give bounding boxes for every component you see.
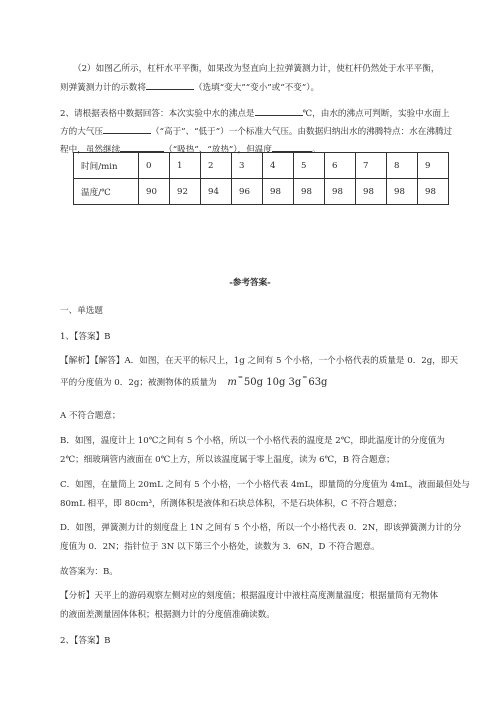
table-cell: 8	[387, 153, 418, 179]
final-answer: 故答案为：B。	[60, 567, 118, 577]
q2-line2-a: 方的大气压	[60, 127, 103, 137]
table-cell: 98	[387, 179, 418, 205]
table-cell: 92	[170, 179, 201, 205]
formula-m: m	[227, 377, 237, 388]
temperature-blank[interactable]	[272, 142, 312, 152]
option-c-line-2: 80mL 相平，即 80cm³，所测体积是液体和石块总体积，不是石块体积，C 不符合题意；	[60, 499, 402, 509]
formula-result: 63g	[308, 377, 328, 388]
table-header-time: 时间/min	[74, 153, 139, 179]
analysis-line-2-text: 平的分度值为 0．2g；被测物体的质量为	[60, 378, 217, 388]
option-d-line-1: D．如图，弹簧测力计的刻度盘上 1N 之间有 5 个小格，所以一个小格代表 0．2N，即该弹簧测力计的分	[60, 523, 462, 533]
table-cell: 1	[170, 153, 201, 179]
option-c-line-1: C．如图，在量筒上 20mL 之间有 5 个小格，一个小格代表 4mL，即量筒的分度值为 4mL，液面最但处与	[60, 480, 470, 490]
q2-line1-b: ℃，由水的沸点可判断，实验中水面上	[302, 109, 450, 119]
table-cell: 9	[418, 153, 449, 179]
table-cell: 98	[418, 179, 449, 205]
formula-terms: 50g 10g 3g	[243, 377, 302, 388]
table-row-temperature	[74, 179, 449, 205]
table-header-temperature: 温度/℃	[74, 179, 139, 205]
option-b-line-1: B．如图，温度计上 10℃之间有 5 个小格，所以一个小格代表的温度是 2℃，即此温度计的分度值为	[60, 436, 445, 446]
table-cell: 98	[294, 179, 325, 205]
table-cell: 7	[356, 153, 387, 179]
question-2-text-line-2	[60, 124, 452, 137]
analysis-line-1: 【解析】【解答】A．如图，在天平的标尺上，1g 之间有 5 个小格，一个小格代表的质量是 0．2g，即天	[60, 356, 459, 366]
table-cell: 98	[356, 179, 387, 205]
table-row-time	[74, 153, 449, 179]
heat-blank[interactable]	[120, 142, 164, 152]
table-cell: 0	[139, 153, 170, 179]
question-2-line-2-options: （选填“变大”“变小”或“不变”）。	[193, 83, 320, 93]
analysis-summary-line-2: 的液面差测量固体体积；根据测力计的分度值准确读数。	[60, 610, 275, 620]
table-cell: 90	[139, 179, 170, 205]
question-2-line-2-text: 则弹簧测力计的示数将	[60, 83, 146, 93]
table-cell: 6	[325, 153, 356, 179]
q2-line3-a: 程中，虽然继续	[60, 145, 121, 155]
question-2-line-1: （2）如图乙所示，杠杆水平平衡，如果改为竖直向上拉弹簧测力计，使杠杆仍然处于水平平衡，	[73, 64, 440, 74]
option-a-verdict: A 不符合题意；	[60, 411, 121, 421]
table-cell: 94	[201, 179, 232, 205]
q2-line3-b: （“吸热”、“放热”），但温度	[164, 145, 272, 155]
pressure-blank[interactable]	[103, 124, 151, 134]
answer-1: 1、【答案】B	[60, 332, 111, 342]
table-cell: 98	[325, 179, 356, 205]
table-cell: 5	[294, 153, 325, 179]
table-cell: 98	[263, 179, 294, 205]
q2-line1-a: 2、请根据表格中数据回答：本次实验中水的沸点是	[60, 109, 255, 119]
analysis-line-2	[60, 374, 327, 388]
analysis-summary-line-1: 【分析】天平上的游码观察左侧对应的刻度值；根据温度计中液柱高度测量温度；根据量筒有无物体	[60, 591, 439, 601]
question-2-line-2	[60, 80, 319, 93]
question-2-text-line-1	[60, 106, 450, 119]
table-cell: 96	[232, 179, 263, 205]
answers-title: -参考答案-	[229, 278, 271, 288]
q2-line3-c: 。	[311, 145, 321, 155]
table-cell: 4	[263, 153, 294, 179]
equals-mark: =	[302, 374, 308, 381]
table-cell: 3	[232, 153, 263, 179]
equals-mark: =	[237, 374, 243, 381]
boiling-data-table	[73, 152, 449, 205]
answer-2: 2、【答案】B	[60, 636, 111, 646]
q2-line2-b: （“高于”、“低于”）一个标准大气压。由数据归纳出水的沸腾特点：水在沸腾过	[150, 127, 453, 137]
table-cell: 2	[201, 153, 232, 179]
boiling-point-blank[interactable]	[255, 106, 303, 116]
section-heading: 一、单选题	[60, 306, 103, 316]
option-b-line-2: 2℃；细玻璃管内液面在 0℃上方，所以该温度属于零上温度，读为 6℃，B 符合题意；	[60, 455, 395, 465]
answer-blank[interactable]	[146, 80, 194, 90]
option-d-line-2: 度值为 0．2N；指针位于 3N 以下第三个小格处，读数为 3．6N，D 不符合题意。	[60, 542, 380, 552]
